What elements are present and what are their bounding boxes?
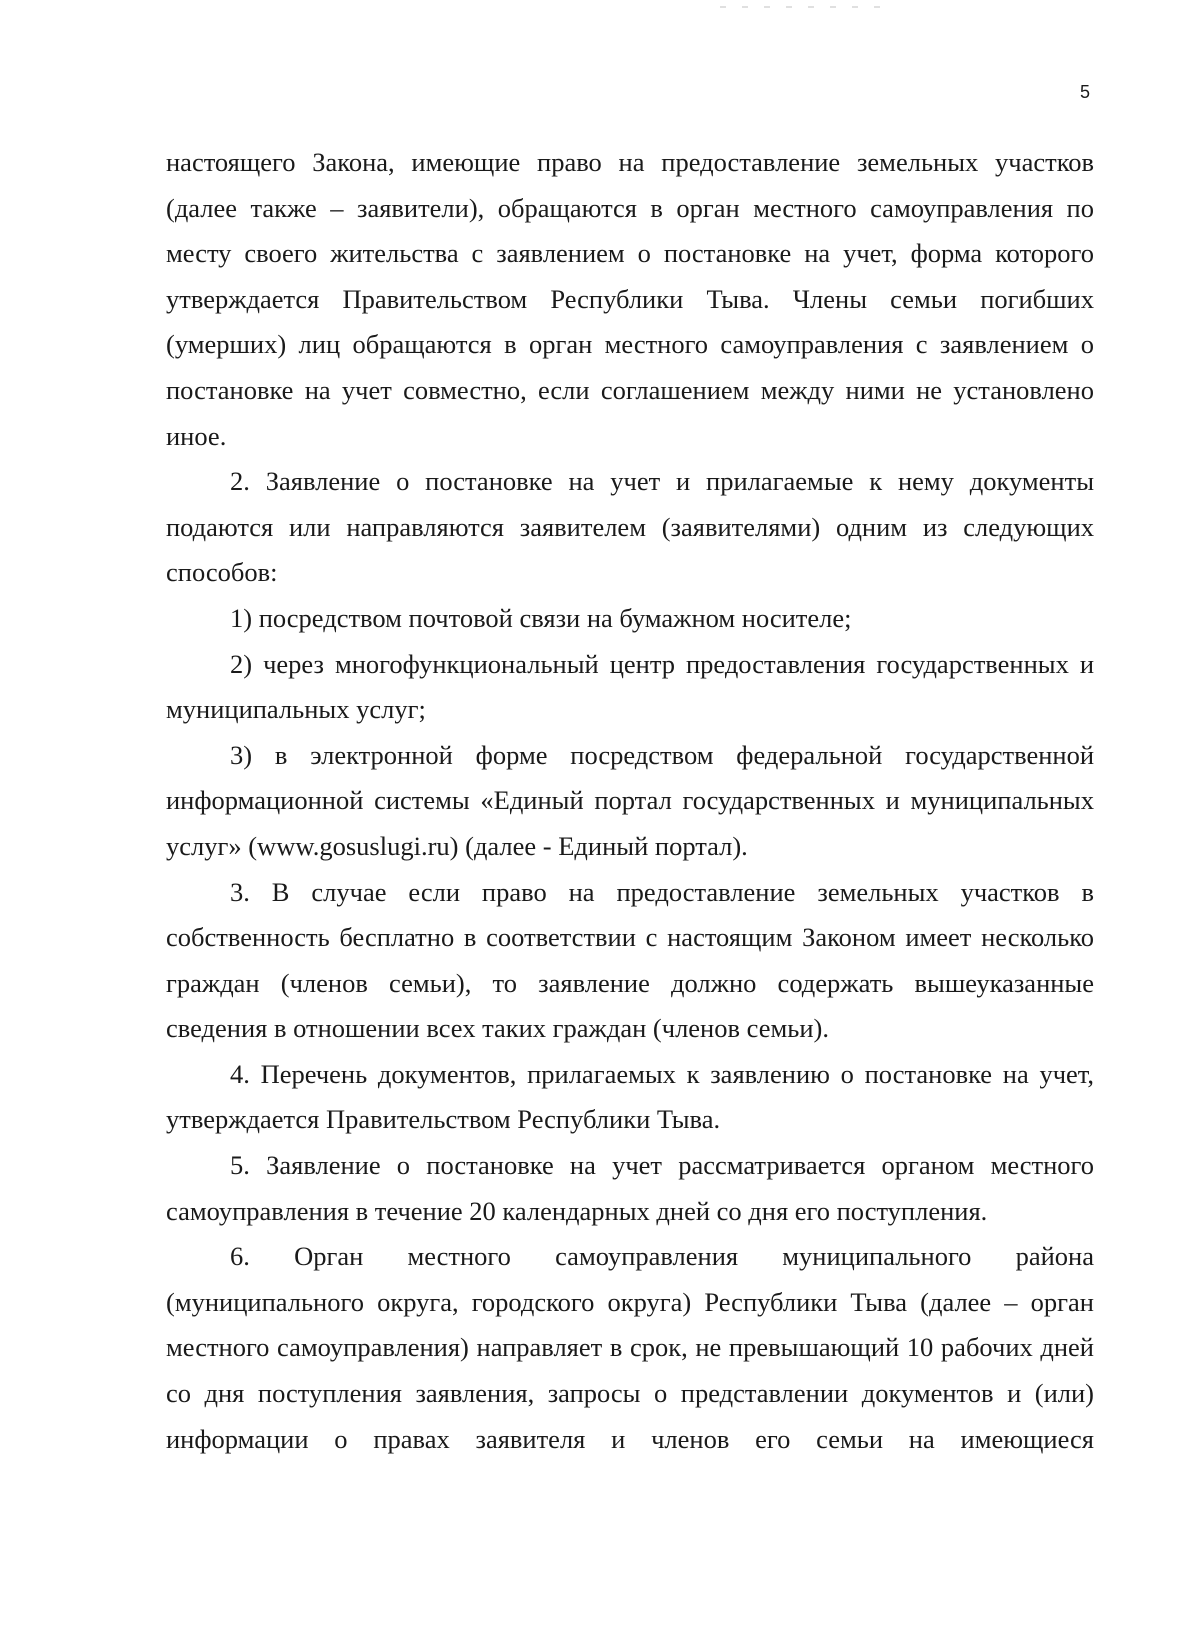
list-item-3: 3) в электронной форме посредством федеральной государственной информационной системы «Единый портал государственных и муниципальных услуг» (www.gosuslugi.ru) (далее - Единый портал).: [166, 739, 1094, 861]
scan-artifact: [720, 6, 880, 8]
list-item-2: 2) через многофункциональный центр предоставления государственных и муниципальных услуг;: [166, 648, 1094, 725]
paragraph-item-2: 2. Заявление о постановке на учет и прилагаемые к нему документы подаются или направляются заявителем (заявителями) одним из следующих способов:: [166, 466, 1094, 588]
list-item-1: 1) посредством почтовой связи на бумажном носителе;: [230, 602, 852, 633]
document-body: [166, 140, 1094, 1462]
paragraph-item-6: 6. Орган местного самоуправления муниципального района (муниципального округа, городского округа) Республики Тыва (далее – орган местного самоуправления) направляет в срок, не превышающий 10 рабочих дней со дня поступления заявления, запросы о представлении документов и (или) информации о правах заявителя и членов его семьи на имеющиеся: [166, 1241, 1094, 1454]
paragraph-item-4: 4. Перечень документов, прилагаемых к заявлению о постановке на учет, утверждается Правительством Республики Тыва.: [166, 1058, 1094, 1135]
paragraph-continuation: настоящего Закона, имеющие право на предоставление земельных участков (далее также – заявители), обращаются в орган местного самоуправления по месту своего жительства с заявлением о постановке на учет, форма которого утверждается Правительством Республики Тыва. Члены семьи погибших (умерших) лиц обращаются в орган местного самоуправления с заявлением о постановке на учет совместно, если соглашением между ними не установлено иное.: [166, 147, 1094, 451]
page-number: 5: [1080, 82, 1091, 102]
paragraph-item-5: 5. Заявление о постановке на учет рассматривается органом местного самоуправления в течение 20 календарных дней со дня его поступления.: [166, 1150, 1094, 1226]
paragraph-item-3: 3. В случае если право на предоставление земельных участков в собственность бесплатно в соответствии с настоящим Законом имеет несколько граждан (членов семьи), то заявление должно содержать вышеуказанные сведения в отношении всех таких граждан (членов семьи).: [166, 876, 1094, 1044]
